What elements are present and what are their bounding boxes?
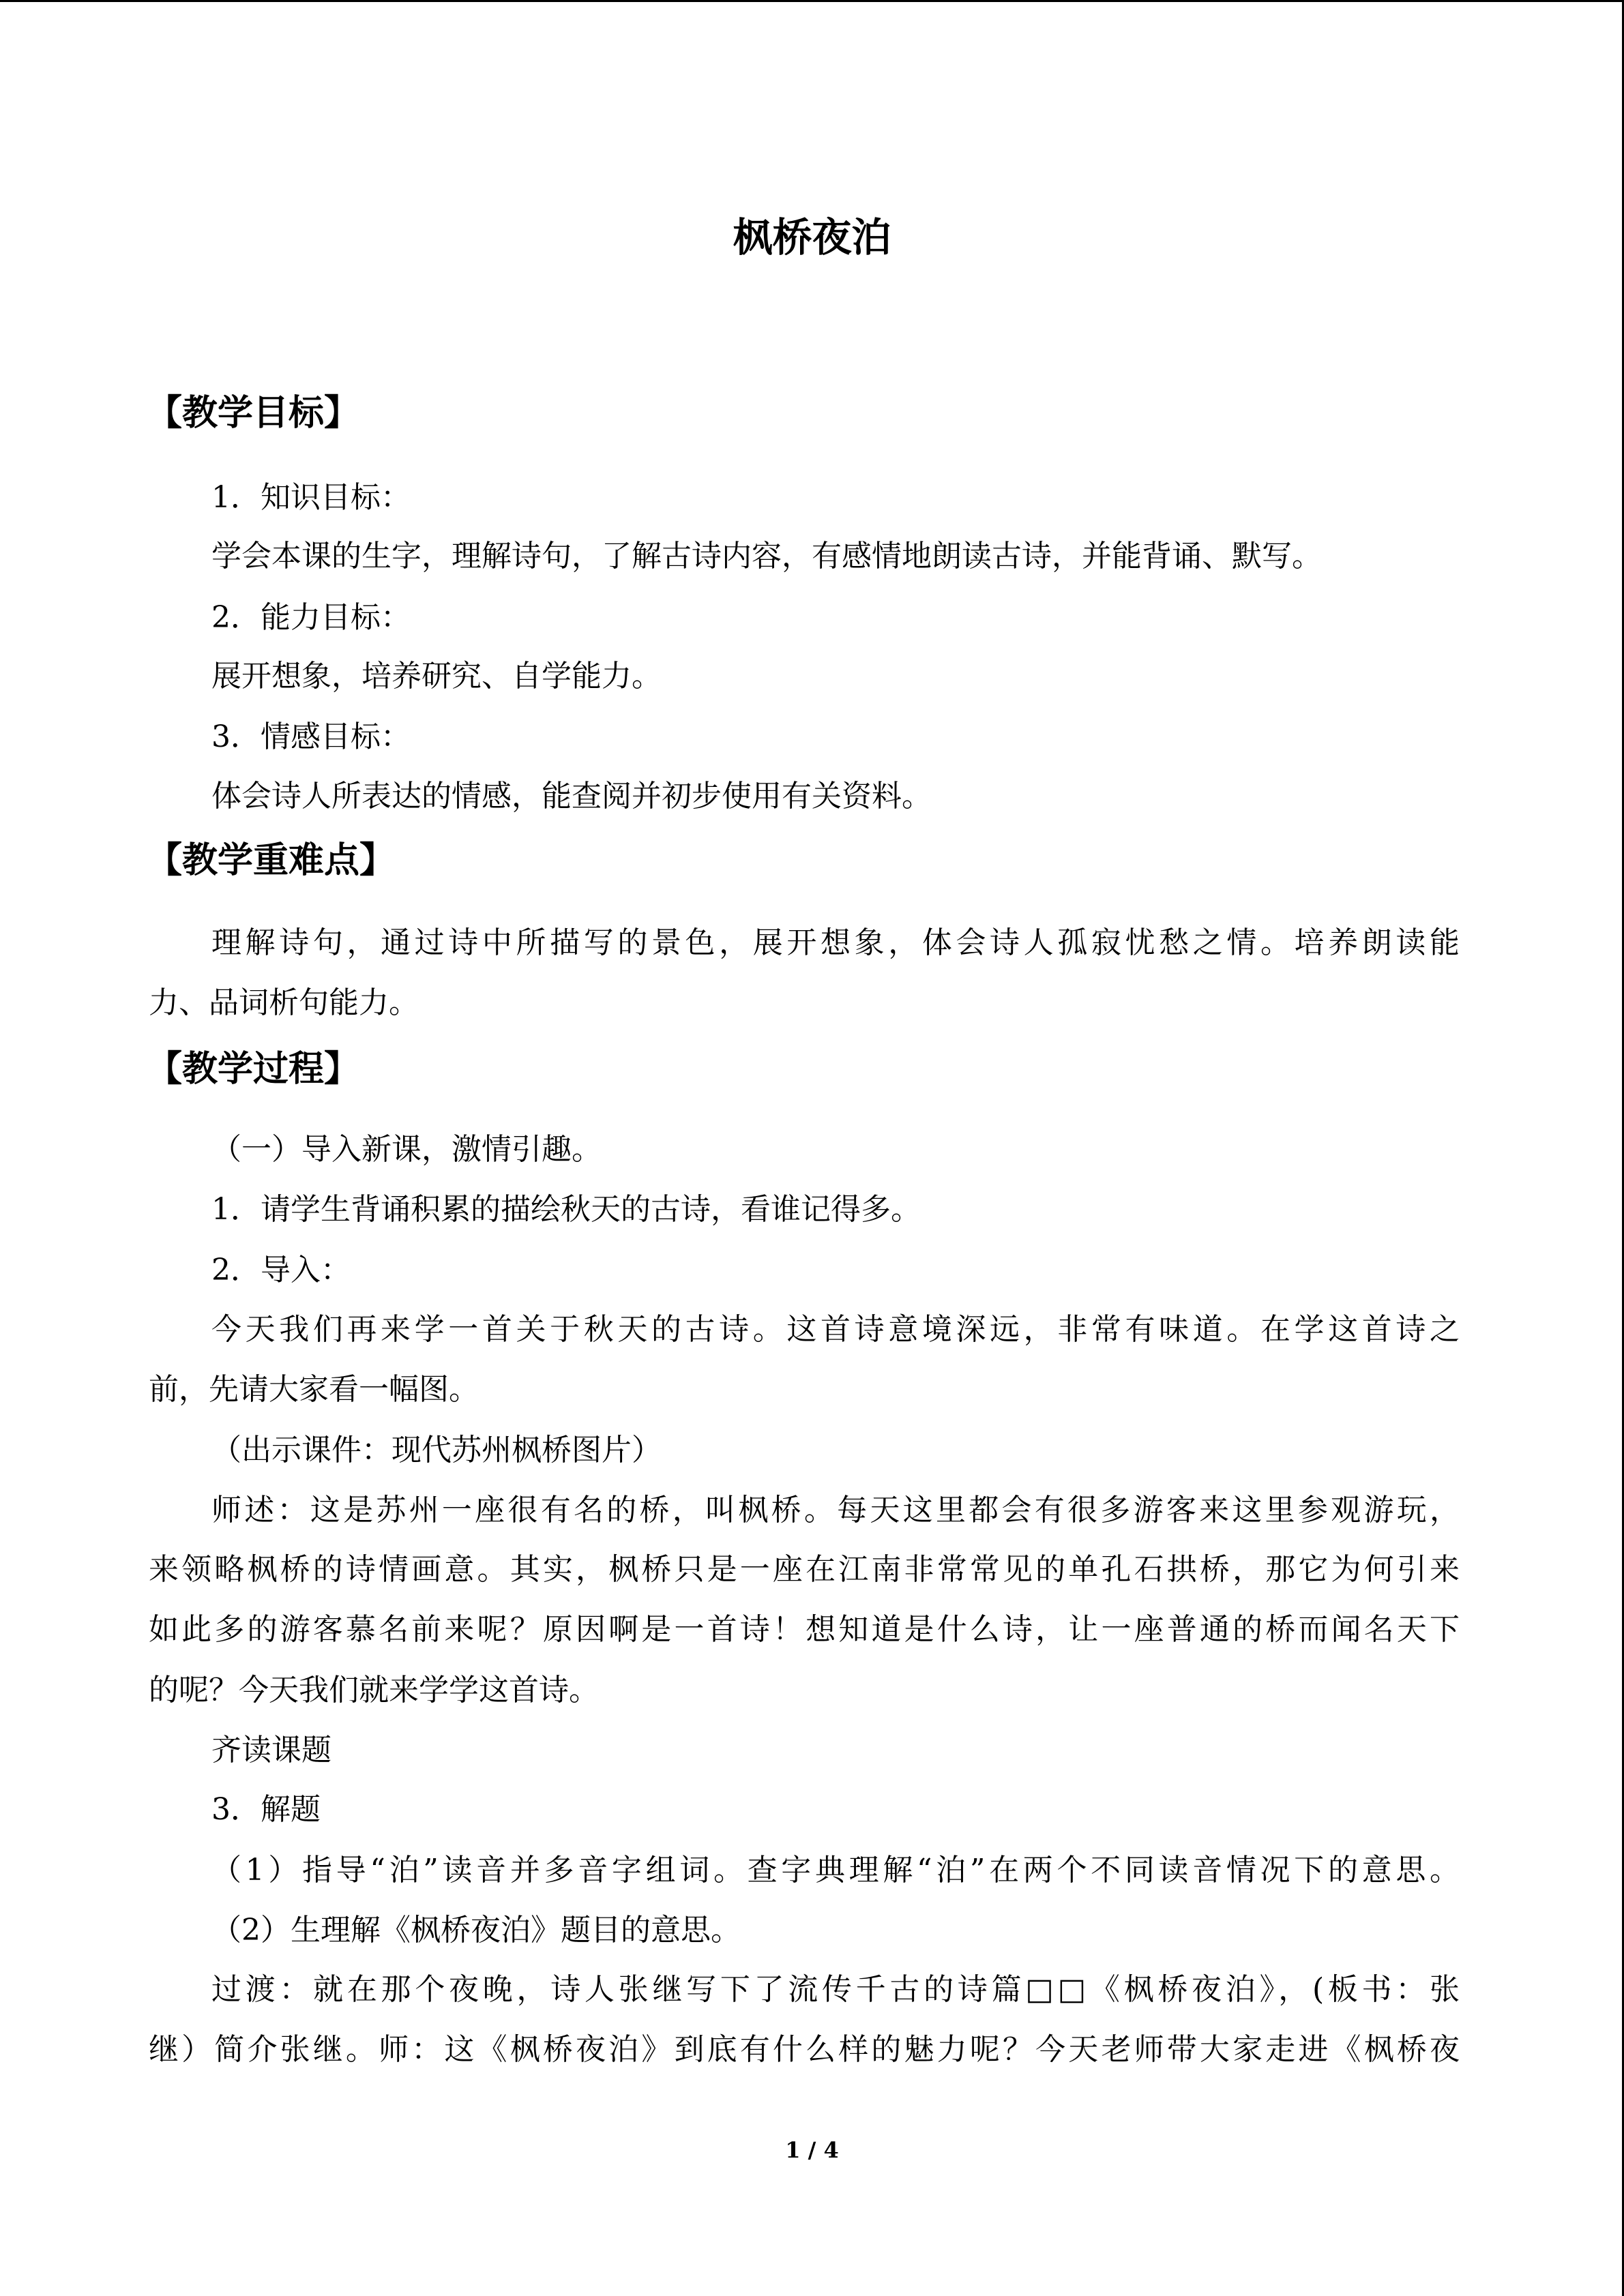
paragraph-line: 体会诗人所表达的情感，能查阅并初步使用有关资料。 [211,779,932,814]
paragraph-line: （出示课件：现代苏州枫桥图片） [211,1433,662,1467]
paragraph-line: 1．请学生背诵积累的描绘秋天的古诗，看谁记得多。 [211,1192,921,1227]
paragraph-line: 过渡：就在那个夜晚，诗人张继写下了流传千古的诗篇□□《枫桥夜泊》，(板书：张 [211,1972,1460,2007]
paragraph-line: 2．能力目标： [211,600,411,635]
paragraph-line: 今天我们再来学一首关于秋天的古诗。这首诗意境深远，非常有味道。在学这首诗之 [211,1312,1460,1347]
paragraph-line: （1）指导“泊”读音并多音字组词。查字典理解“泊”在两个不同读音情况下的意思。 [211,1853,1460,1888]
paragraph-line: （一）导入新课，激情引趣。 [211,1132,602,1167]
page-indicator: 1 / 4 [785,2137,839,2163]
paragraph-line: 如此多的游客慕名前来呢？原因啊是一首诗！想知道是什么诗，让一座普通的桥而闻名天下 [149,1612,1460,1647]
paragraph-line: 继）简介张继。师：这《枫桥夜泊》到底有什么样的魅力呢？今天老师带大家走进《枫桥夜 [149,2032,1460,2067]
paragraph-line: 1．知识目标： [211,480,411,515]
paragraph-line: 理解诗句，通过诗中所描写的景色，展开想象，体会诗人孤寂忧愁之情。培养朗读能 [211,925,1460,960]
paragraph-line: 展开想象，培养研究、自学能力。 [211,659,662,694]
paragraph-line: 来领略枫桥的诗情画意。其实，枫桥只是一座在江南非常常见的单孔石拱桥，那它为何引来 [149,1552,1460,1587]
paragraph-line: （2）生理解《枫桥夜泊》题目的意思。 [211,1913,741,1948]
paragraph-line: 齐读课题 [211,1733,331,1768]
paragraph-line: 师述：这是苏州一座很有名的桥，叫枫桥。每天这里都会有很多游客来这里参观游玩， [211,1493,1460,1527]
paragraph-line: 3．情感目标： [211,719,411,754]
document-title: 枫桥夜泊 [733,214,891,260]
section-heading-goals: 【教学目标】 [147,392,360,434]
paragraph-line: 的呢？今天我们就来学学这首诗。 [149,1673,599,1708]
paragraph-line: 力、品词析句能力。 [149,985,419,1020]
paragraph-line: 2．导入： [211,1253,351,1287]
paragraph-line: 3．解题 [211,1792,321,1827]
section-heading-process: 【教学过程】 [147,1048,360,1090]
section-heading-key-points: 【教学重难点】 [147,839,396,881]
paragraph-line: 前，先请大家看一幅图。 [149,1372,479,1407]
paragraph-line: 学会本课的生字，理解诗句，了解古诗内容，有感情地朗读古诗，并能背诵、默写。 [211,539,1322,573]
